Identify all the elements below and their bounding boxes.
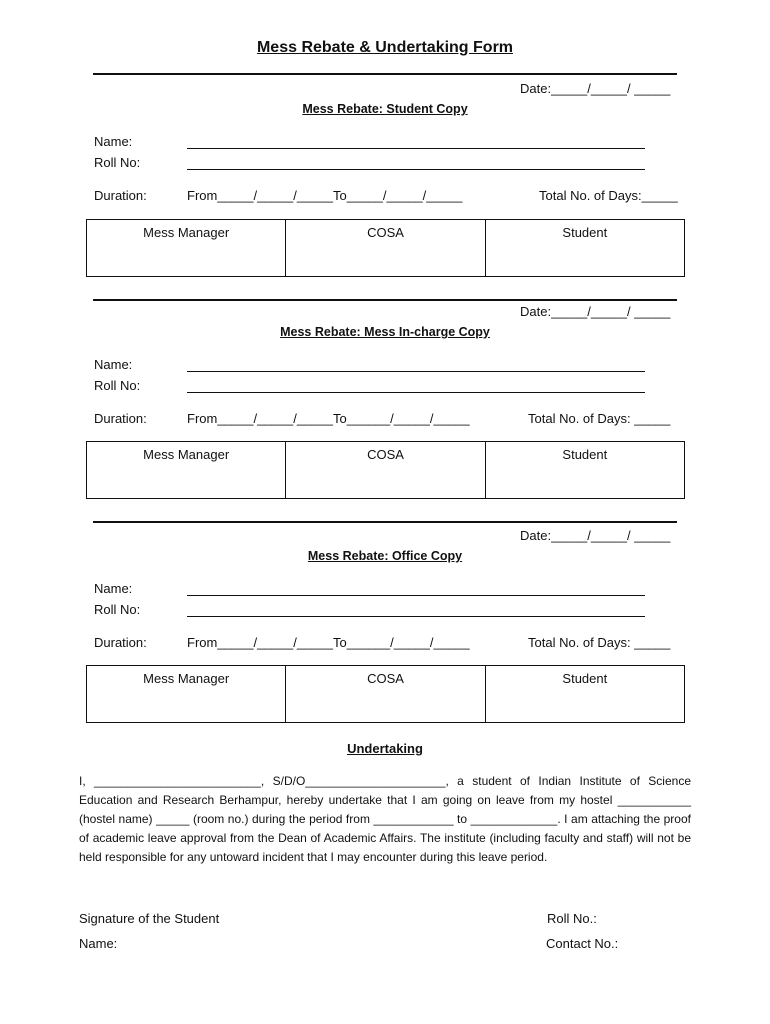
date-field[interactable]: Date:_____/_____/ _____: [520, 528, 671, 543]
signature-table: [86, 219, 685, 277]
roll-field[interactable]: [187, 392, 645, 393]
section-heading: Mess Rebate: Mess In-charge Copy: [280, 325, 490, 339]
signature-box-mess-manager[interactable]: Mess Manager: [87, 442, 286, 499]
signature-box-mess-manager[interactable]: Mess Manager: [87, 220, 286, 277]
signature-box-cosa[interactable]: COSA: [286, 666, 485, 723]
signature-box-student[interactable]: Student: [485, 220, 684, 277]
signature-box-cosa[interactable]: COSA: [286, 442, 485, 499]
duration-field[interactable]: From_____/_____/_____To______/_____/_____: [187, 411, 470, 426]
name-label: Name:: [94, 357, 133, 372]
contact-number-label[interactable]: Contact No.:: [546, 936, 619, 951]
roll-number-label[interactable]: Roll No.:: [547, 911, 597, 926]
name-field[interactable]: [187, 595, 645, 596]
section-divider: [93, 299, 677, 301]
roll-field[interactable]: [187, 616, 645, 617]
signature-box-cosa[interactable]: COSA: [286, 220, 485, 277]
signature-box-mess-manager[interactable]: Mess Manager: [87, 666, 286, 723]
undertaking-paragraph: I, _________________________, S/D/O_____________________, a student of Indian Institute of Science Education and Research Berhampur, hereby undertake that I am going on leave from my hostel ___________ (hostel name) _____ (room no.) during the period from ____________ to _____________. I am attaching the proof of academic leave approval from the Dean of Academic Affairs. The institute (including faculty and staff) will not be held responsible for any untoward incident that I may encounter during this leave period.: [79, 774, 691, 864]
duration-label: Duration:: [94, 188, 147, 203]
date-field[interactable]: Date:_____/_____/ _____: [520, 304, 671, 319]
name-label: Name:: [94, 134, 133, 149]
section-divider: [93, 521, 677, 523]
signature-table: [86, 441, 685, 499]
roll-field[interactable]: [187, 169, 645, 170]
roll-label: Roll No:: [94, 378, 141, 393]
duration-label: Duration:: [94, 411, 147, 426]
signature-box-student[interactable]: Student: [485, 666, 684, 723]
signature-box-student[interactable]: Student: [485, 442, 684, 499]
roll-label: Roll No:: [94, 155, 141, 170]
student-signature-label[interactable]: Signature of the Student: [79, 911, 220, 926]
student-name-label[interactable]: Name:: [79, 936, 118, 951]
page-title: Mess Rebate & Undertaking Form: [256, 39, 514, 56]
section-heading: Mess Rebate: Office Copy: [307, 549, 463, 563]
duration-field[interactable]: From_____/_____/_____To_____/_____/_____: [187, 188, 463, 203]
name-field[interactable]: [187, 371, 645, 372]
total-days-field[interactable]: Total No. of Days: _____: [528, 635, 671, 650]
name-field[interactable]: [187, 148, 645, 149]
duration-field[interactable]: From_____/_____/_____To______/_____/_____: [187, 635, 470, 650]
section-heading: Mess Rebate: Student Copy: [302, 102, 468, 116]
signature-table: [86, 665, 685, 723]
name-label: Name:: [94, 581, 133, 596]
total-days-field[interactable]: Total No. of Days: _____: [528, 411, 671, 426]
duration-label: Duration:: [94, 635, 147, 650]
roll-label: Roll No:: [94, 602, 141, 617]
undertaking-heading: Undertaking: [347, 741, 423, 756]
title-divider: [93, 73, 677, 75]
total-days-field[interactable]: Total No. of Days:_____: [539, 188, 678, 203]
date-field[interactable]: Date:_____/_____/ _____: [520, 81, 671, 96]
